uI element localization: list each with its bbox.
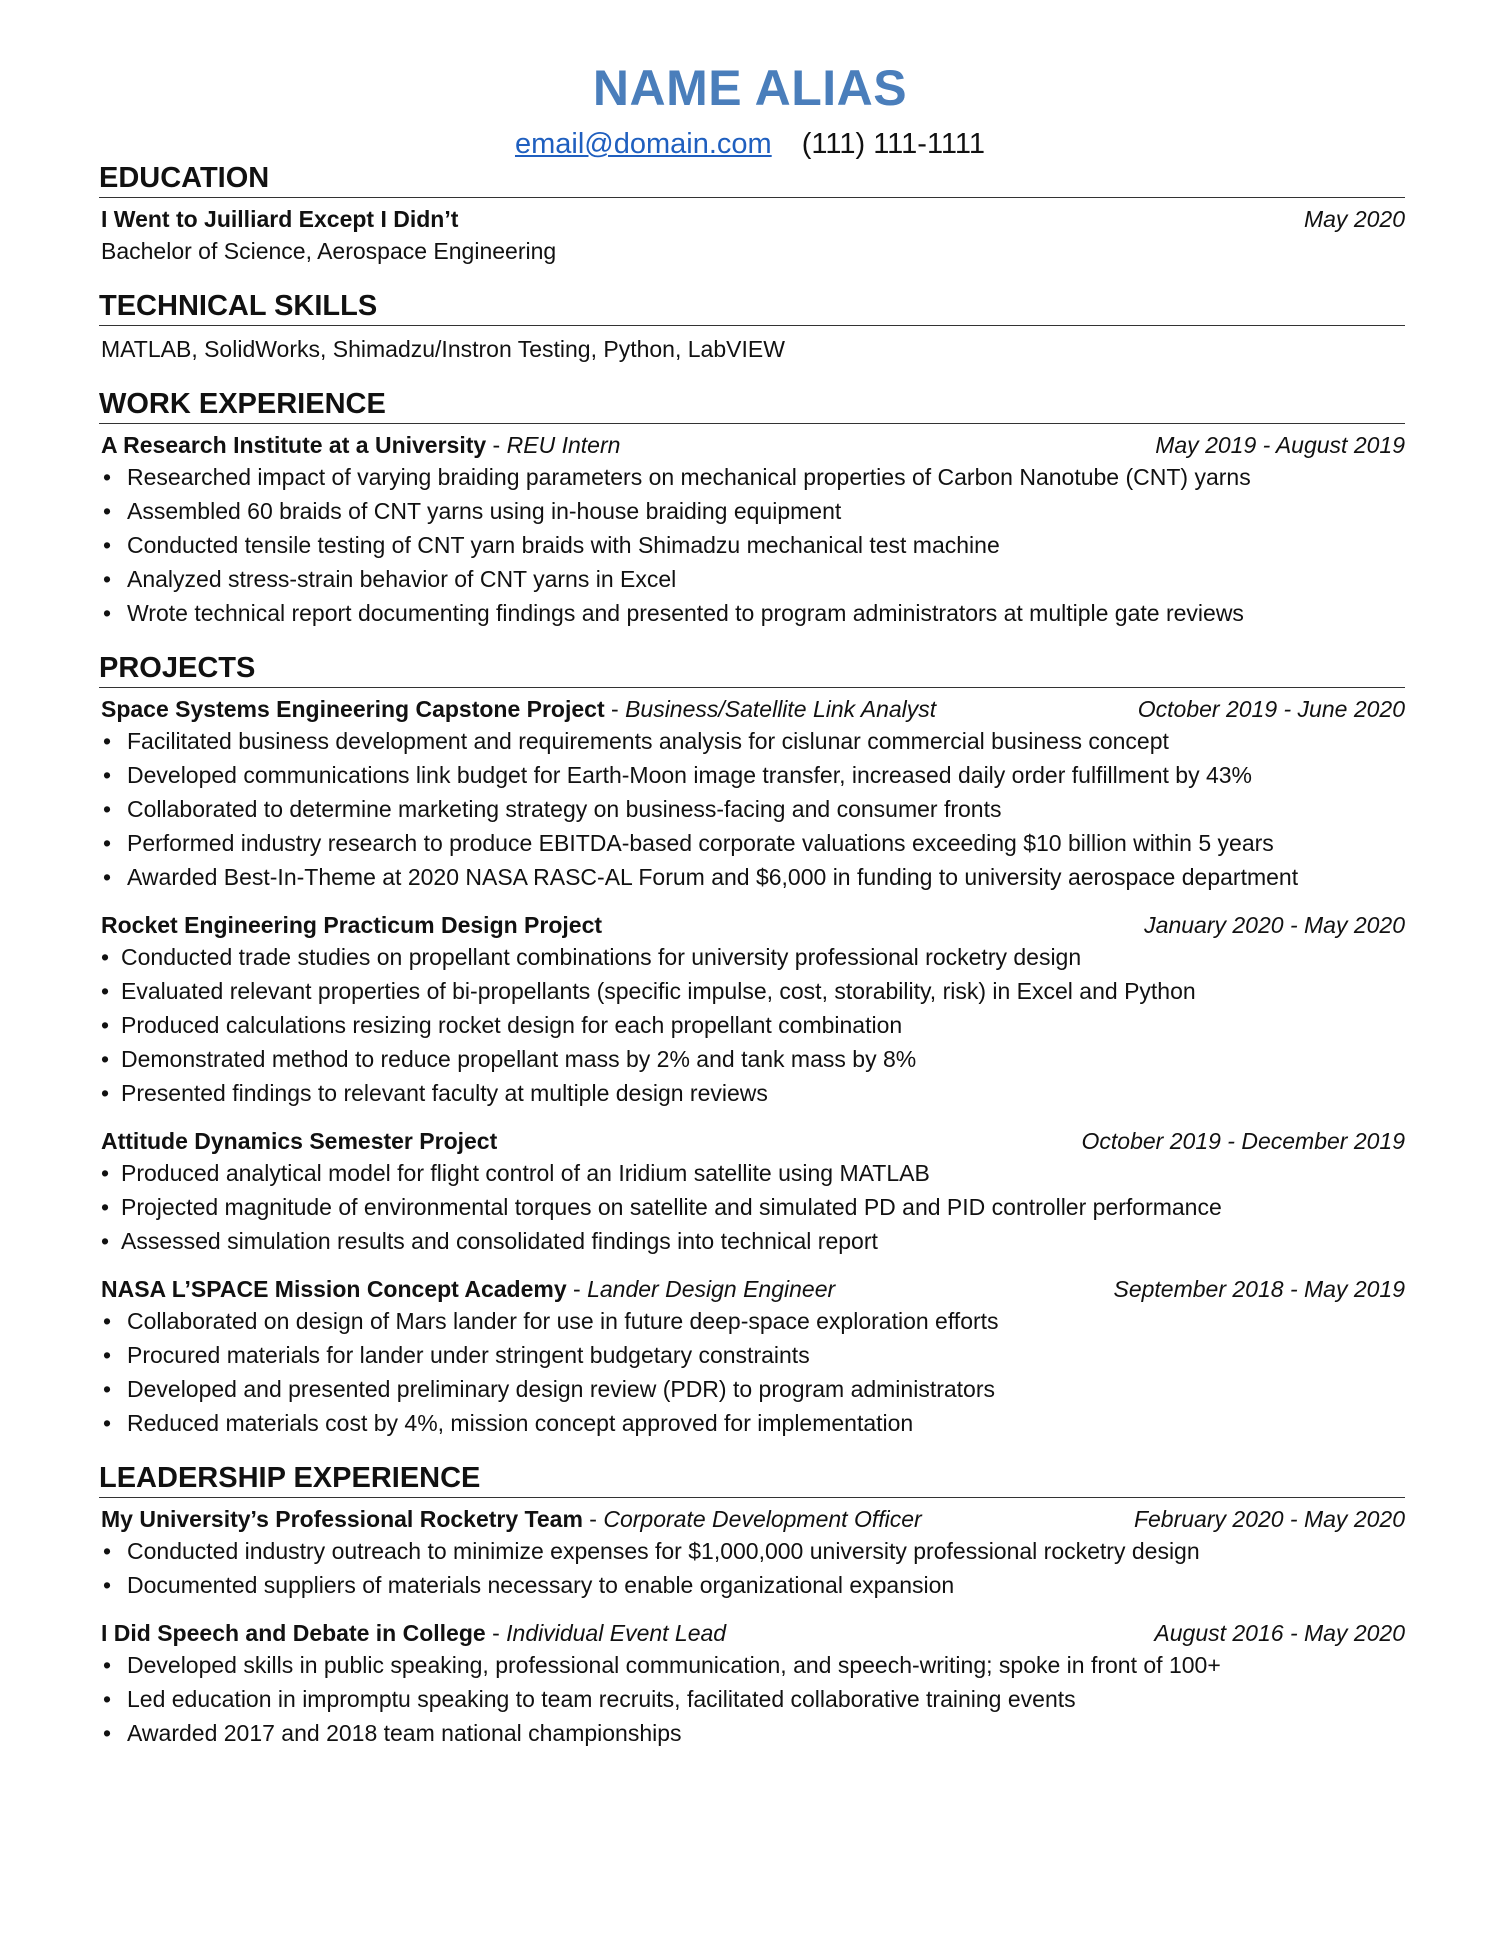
entry-head: A Research Institute at a University - REU Intern May 2019 - August 2019 [101, 432, 1405, 458]
project-entry [99, 1274, 1405, 1440]
entry-date: August 2016 - May 2020 [1154, 1620, 1405, 1646]
entry-role: Corporate Development Officer [603, 1506, 922, 1532]
bullet-item: • Collaborated on design of Mars lander for use in future deep-space exploration efforts [99, 1304, 1405, 1338]
section-title: PROJECTS [99, 650, 1405, 688]
entry-head [99, 1126, 1405, 1156]
bullet-list [99, 940, 1405, 1110]
section-title: LEADERSHIP EXPERIENCE [99, 1460, 1405, 1498]
bullet-item: • Collaborated to determine marketing strategy on business-facing and consumer fronts [99, 792, 1405, 826]
entry-head: I Did Speech and Debate in College - Individual Event Lead August 2016 - May 2020 [101, 1620, 1405, 1646]
contact-line [0, 126, 1500, 162]
entry-head: NASA L’SPACE Mission Concept Academy - Lander Design Engineer September 2018 - May 2019 [101, 1276, 1405, 1302]
project-entry [99, 910, 1405, 1110]
bullet-item: • Developed communications link budget for Earth-Moon image transfer, increased daily order fulfillment by 43% [99, 758, 1405, 792]
bullet-list [99, 460, 1405, 630]
entry-head: Space Systems Engineering Capstone Project - Business/Satellite Link Analyst October 2019 - June 2020 [101, 696, 1405, 722]
work-section [99, 386, 1405, 630]
project-entry [99, 694, 1405, 894]
education-date: May 2020 [1303, 206, 1405, 232]
bullet-item: • Procured materials for lander under stringent budgetary constraints [99, 1338, 1405, 1372]
entry-org: My University’s Professional Rocketry Team [101, 1506, 583, 1532]
entry-org: NASA L’SPACE Mission Concept Academy [101, 1276, 567, 1302]
bullet-item: • Produced analytical model for flight control of an Iridium satellite using MATLAB [99, 1156, 1405, 1190]
bullet-item: • Produced calculations resizing rocket design for each propellant combination [99, 1008, 1405, 1042]
entry-head: My University’s Professional Rocketry Team - Corporate Development Officer February 2020 - May 2020 [101, 1506, 1405, 1532]
entry-org: A Research Institute at a University [101, 432, 487, 458]
bullet-item: • Demonstrated method to reduce propellant mass by 2% and tank mass by 8% [99, 1042, 1405, 1076]
bullet-list [99, 724, 1405, 894]
entry-org: I Did Speech and Debate in College [101, 1620, 486, 1646]
phone-number: (111) 111-1111 [801, 128, 985, 160]
bullet-item: • Facilitated business development and requirements analysis for cislunar commercial business concept [99, 724, 1405, 758]
entry-date: October 2019 - December 2019 [1081, 1128, 1405, 1154]
education-entry-head [99, 204, 1405, 234]
work-entry [99, 430, 1405, 630]
bullet-item: • Wrote technical report documenting findings and presented to program administrators at multiple gate reviews [99, 596, 1405, 630]
project-entry [99, 1126, 1405, 1258]
leadership-entry [99, 1504, 1405, 1602]
bullet-list [99, 1304, 1405, 1440]
email-link[interactable]: email@domain.com [514, 128, 772, 160]
leadership-entry [99, 1618, 1405, 1750]
section-title: TECHNICAL SKILLS [99, 288, 1405, 326]
bullet-item: • Developed skills in public speaking, professional communication, and speech-writing; spoke in front of 100+ [99, 1648, 1405, 1682]
degree: Bachelor of Science, Aerospace Engineering [101, 238, 557, 264]
entry-date: February 2020 - May 2020 [1133, 1506, 1405, 1532]
bullet-list [99, 1534, 1405, 1602]
bullet-item: • Conducted tensile testing of CNT yarn braids with Shimadzu mechanical test machine [99, 528, 1405, 562]
entry-head [99, 910, 1405, 940]
projects-section [99, 650, 1405, 1440]
bullet-item: • Performed industry research to produce EBITDA-based corporate valuations exceeding $10 billion within 5 years [99, 826, 1405, 860]
bullet-list [99, 1156, 1405, 1258]
school-name: I Went to Juilliard Except I Didn’t [101, 206, 459, 232]
resume-content [99, 160, 1405, 1770]
bullet-item: • Conducted industry outreach to minimize expenses for $1,000,000 university professional rocketry design [99, 1534, 1405, 1568]
bullet-item: • Projected magnitude of environmental torques on satellite and simulated PD and PID controller performance [99, 1190, 1405, 1224]
entry-date: May 2019 - August 2019 [1155, 432, 1405, 458]
entry-date: September 2018 - May 2019 [1113, 1276, 1405, 1302]
bullet-item: • Awarded Best-In-Theme at 2020 NASA RASC-AL Forum and $6,000 in funding to university aerospace department [99, 860, 1405, 894]
bullet-item: • Led education in impromptu speaking to team recruits, facilitated collaborative training events [99, 1682, 1405, 1716]
entry-org: Attitude Dynamics Semester Project [101, 1128, 498, 1154]
bullet-item: • Documented suppliers of materials necessary to enable organizational expansion [99, 1568, 1405, 1602]
entry-org: Rocket Engineering Practicum Design Project [101, 912, 603, 938]
bullet-item: • Assessed simulation results and consolidated findings into technical report [99, 1224, 1405, 1258]
section-title: WORK EXPERIENCE [99, 386, 1405, 424]
education-section [99, 160, 1405, 268]
entry-org: Space Systems Engineering Capstone Project [101, 696, 605, 722]
candidate-name: NAME ALIAS [592, 60, 908, 116]
entry-date: January 2020 - May 2020 [1144, 912, 1405, 938]
bullet-item: • Developed and presented preliminary design review (PDR) to program administrators [99, 1372, 1405, 1406]
bullet-item: • Assembled 60 braids of CNT yarns using in-house braiding equipment [99, 494, 1405, 528]
section-title: EDUCATION [99, 160, 1405, 198]
bullet-item: • Conducted trade studies on propellant combinations for university professional rocketry design [99, 940, 1405, 974]
entry-role: Individual Event Lead [506, 1620, 727, 1646]
bullet-item: • Presented findings to relevant faculty at multiple design reviews [99, 1076, 1405, 1110]
bullet-item: • Analyzed stress-strain behavior of CNT yarns in Excel [99, 562, 1405, 596]
leadership-section [99, 1460, 1405, 1750]
resume-header [0, 0, 1500, 162]
skills-list: MATLAB, SolidWorks, Shimadzu/Instron Testing, Python, LabVIEW [101, 336, 785, 362]
bullet-item: • Researched impact of varying braiding parameters on mechanical properties of Carbon Nanotube (CNT) yarns [99, 460, 1405, 494]
bullet-list [99, 1648, 1405, 1750]
skills-section [99, 288, 1405, 366]
entry-role: REU Intern [506, 432, 621, 458]
entry-date: October 2019 - June 2020 [1137, 696, 1405, 722]
bullet-item: • Reduced materials cost by 4%, mission concept approved for implementation [99, 1406, 1405, 1440]
entry-role: Business/Satellite Link Analyst [625, 696, 937, 722]
entry-role: Lander Design Engineer [587, 1276, 836, 1302]
bullet-item: • Evaluated relevant properties of bi-propellants (specific impulse, cost, storability, risk) in Excel and Python [99, 974, 1405, 1008]
bullet-item: • Awarded 2017 and 2018 team national championships [99, 1716, 1405, 1750]
